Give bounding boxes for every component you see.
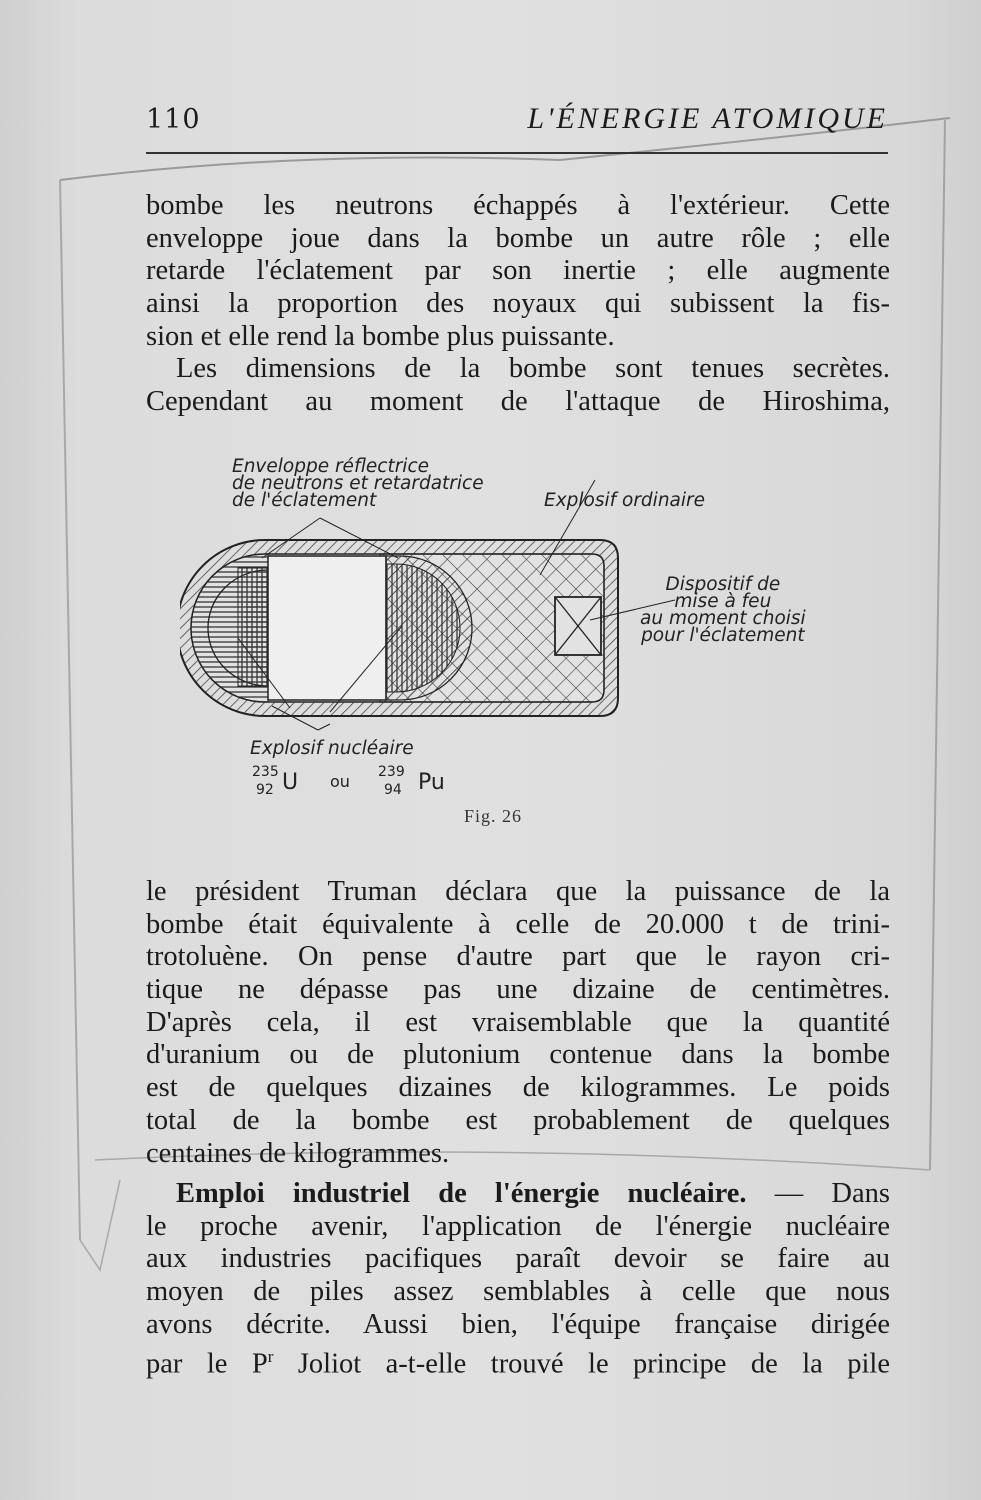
text-line: sion et elle rend la bombe plus puissante. <box>146 320 615 352</box>
pu-atomic-number: 94 <box>384 782 402 798</box>
body-text-bottom <box>146 1178 890 1380</box>
label-firing-device <box>640 576 806 644</box>
text-line: aux industries pacifiques paraît devoir se faire au <box>146 1243 890 1275</box>
text-line: le président Truman déclara que la puissance de la <box>146 876 890 907</box>
u-mass-number: 235 <box>252 764 279 780</box>
text-line: ainsi la proportion des noyaux qui subissent la fis- <box>146 288 890 320</box>
bomb-diagram <box>180 450 860 840</box>
label-firing-line: au moment choisi <box>640 608 806 629</box>
text-line: total de la bombe est probablement de quelques <box>146 1104 890 1136</box>
pu-symbol: Pu <box>418 770 445 795</box>
u-symbol: U <box>282 770 299 795</box>
label-envelope-line: Enveloppe réflectrice <box>232 456 429 477</box>
text-line: tique ne dépasse pas une dizaine de centimètres. <box>146 974 890 1006</box>
text-line: avons décrite. Aussi bien, l'équipe française dirigée <box>146 1308 890 1340</box>
header-rule <box>146 152 888 154</box>
isotope-u235 <box>252 764 299 802</box>
text-line: Les dimensions de la bombe sont tenues secrètes. <box>176 353 890 385</box>
superscript: r <box>267 1347 274 1367</box>
text-fragment: Joliot a-t-elle trouvé le principe de la pile <box>273 1348 890 1380</box>
gun-tube <box>268 556 386 700</box>
label-envelope-line: de l'éclatement <box>232 490 377 511</box>
page-number: 110 <box>146 104 201 135</box>
label-nuclear-explosive: Explosif nucléaire <box>250 738 414 759</box>
section-heading-line <box>146 1178 890 1211</box>
label-firing-line: pour l'éclatement <box>641 625 805 646</box>
label-envelope <box>232 458 484 509</box>
text-line: centaines de kilogrammes. <box>146 1137 450 1169</box>
text-line: retarde l'éclatement par son inertie ; elle augmente <box>146 255 890 287</box>
running-title: L'ÉNERGIE ATOMIQUE <box>527 102 888 135</box>
text-line: D'après cela, il est vraisemblable que la quantité <box>146 1006 890 1038</box>
label-firing-line: Dispositif de <box>665 574 781 595</box>
u-atomic-number: 92 <box>256 782 274 798</box>
pu-mass-number: 239 <box>378 764 405 780</box>
label-envelope-line: de neutrons et retardatrice <box>232 473 484 494</box>
body-text-middle <box>146 876 890 1170</box>
isotope-or-word: ou <box>330 772 350 791</box>
text-line: bombe était équivalente à celle de 20.000 t de trini- <box>146 908 890 940</box>
figure-caption: Fig. 26 <box>464 806 523 826</box>
text-line: bombe les neutrons échappés à l'extérieur. Cette <box>146 190 890 221</box>
text-line: Cependant au moment de l'attaque de Hiroshima, <box>146 386 890 418</box>
text-line: d'uranium ou de plutonium contenue dans la bombe <box>146 1039 890 1071</box>
section-heading-rest: — Dans <box>746 1178 890 1209</box>
body-text-top <box>146 190 890 419</box>
label-firing-line: mise à feu <box>674 591 772 612</box>
left-core <box>238 568 268 686</box>
section-heading: Emploi industriel de l'énergie nucléaire. <box>176 1178 747 1209</box>
text-fragment: par le P <box>146 1348 268 1380</box>
isotope-pu239 <box>378 764 445 802</box>
page-header <box>146 100 890 150</box>
text-line: enveloppe joue dans la bombe un autre rôle ; elle <box>146 222 890 254</box>
text-line: moyen de piles assez semblables à celle que nous <box>146 1276 890 1308</box>
text-line: est de quelques dizaines de kilogrammes. Le poids <box>146 1072 890 1104</box>
text-line: trotoluène. On pense d'autre part que le rayon cri- <box>146 941 890 973</box>
text-line-last <box>146 1341 890 1380</box>
label-ordinary-explosive: Explosif ordinaire <box>544 490 706 511</box>
text-line: le proche avenir, l'application de l'énergie nucléaire <box>146 1210 890 1242</box>
